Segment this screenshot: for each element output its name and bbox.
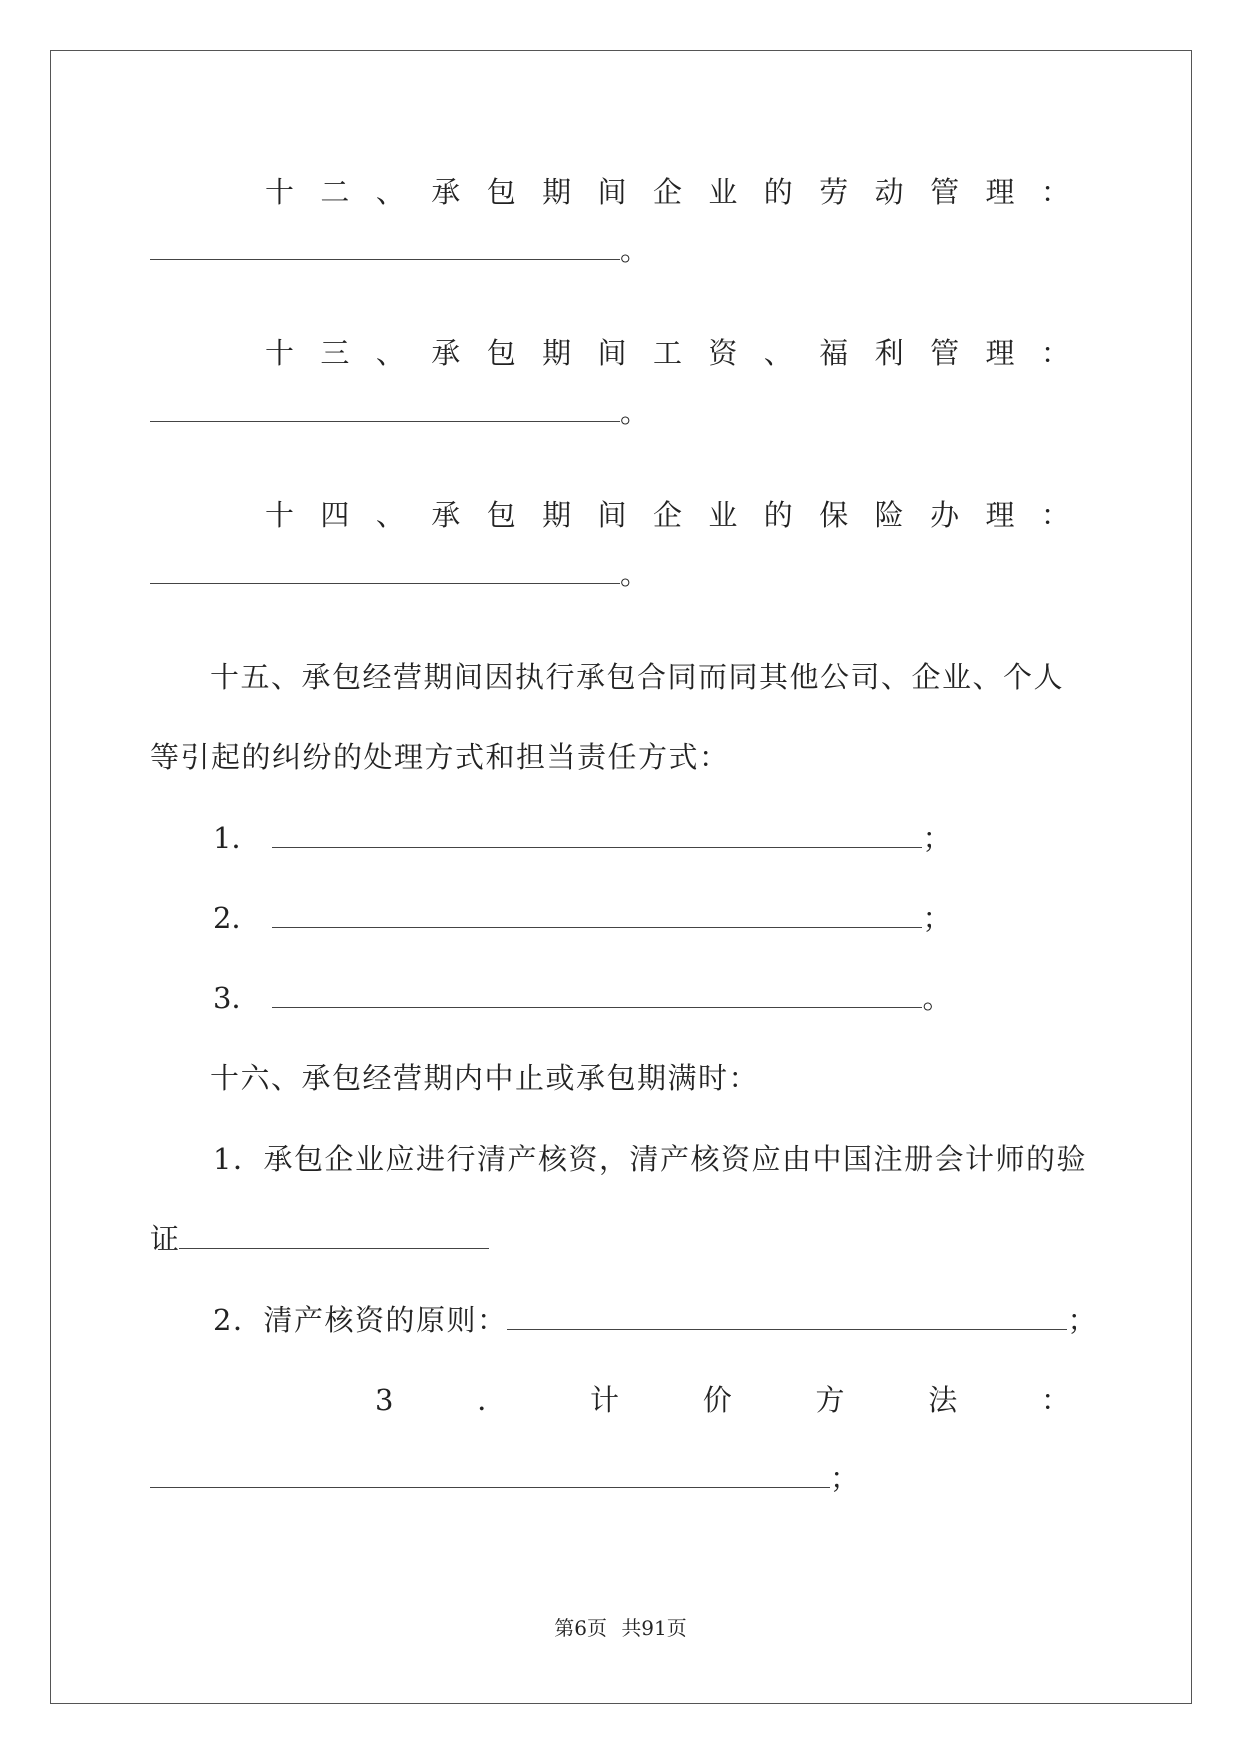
heading-char: 的 [763, 498, 793, 532]
heading-char: 的 [763, 175, 793, 209]
clause-15-item-3: 3． 。 [213, 981, 952, 1015]
heading-char: 方 [815, 1383, 845, 1417]
heading-char: 工 [652, 336, 682, 370]
clause-16-item-2: 2．清产核资的原则： ； [213, 1303, 1098, 1337]
heading-char: ： [1040, 498, 1070, 532]
clause-14-blank-line: 。 [150, 554, 1085, 594]
heading-char: 包 [486, 175, 516, 209]
heading-char: 期 [542, 336, 572, 370]
clause-14-heading [265, 495, 1070, 535]
heading-char: 四 [320, 498, 350, 532]
heading-char: 理 [985, 336, 1015, 370]
heading-char: 期 [542, 498, 572, 532]
fill-blank[interactable] [272, 819, 922, 848]
heading-char: 3 [375, 1383, 394, 1417]
heading-char: ： [1040, 1383, 1070, 1417]
heading-char: ： [1040, 336, 1070, 370]
fill-blank[interactable] [150, 393, 620, 422]
heading-char: 法 [928, 1383, 958, 1417]
clause-15-item-2: 2． ； [213, 901, 952, 935]
page-number: 第6页 [554, 1616, 607, 1640]
heading-char: 承 [431, 175, 461, 209]
heading-char: 企 [652, 175, 682, 209]
fill-blank[interactable] [150, 555, 620, 584]
heading-char: 、 [375, 498, 405, 532]
heading-char: ： [1040, 175, 1070, 209]
heading-char: 业 [708, 175, 738, 209]
heading-char: 、 [375, 175, 405, 209]
heading-char: 管 [930, 175, 960, 209]
clause-13-blank-line: 。 [150, 392, 1085, 432]
page-footer [0, 1612, 1241, 1641]
heading-char: 、 [375, 336, 405, 370]
heading-char: 办 [930, 498, 960, 532]
clause-15-item-1: 1． ； [213, 821, 952, 855]
heading-char: 间 [597, 498, 627, 532]
heading-char: 期 [542, 175, 572, 209]
fill-blank[interactable] [150, 231, 620, 260]
clause-15-line1: 十五、承包经营期间因执行承包合同而同其他公司、企业、个人 [210, 660, 1065, 694]
clause-16-item-3 [375, 1380, 1070, 1420]
fill-blank[interactable] [272, 979, 922, 1008]
heading-char: 包 [486, 498, 516, 532]
clause-13-heading [265, 333, 1070, 373]
heading-char: 三 [320, 336, 350, 370]
heading-char: 企 [652, 498, 682, 532]
heading-char: 业 [708, 498, 738, 532]
fill-blank[interactable] [507, 1301, 1067, 1330]
heading-char: 十 [265, 498, 295, 532]
heading-char: 险 [874, 498, 904, 532]
page-border [50, 50, 1192, 1704]
clause-16-item-1-cont: 证 [150, 1219, 1085, 1259]
heading-char: 包 [486, 336, 516, 370]
heading-char: 、 [763, 336, 793, 370]
heading-char: 十 [265, 336, 295, 370]
clause-12-blank-line: 。 [150, 230, 1085, 270]
heading-char: 管 [930, 336, 960, 370]
fill-blank[interactable] [179, 1220, 489, 1249]
clause-16-heading: 十六、承包经营期内中止或承包期满时： [210, 1061, 760, 1095]
heading-char: 间 [597, 175, 627, 209]
page-total: 共91页 [621, 1616, 687, 1640]
heading-char: 承 [431, 498, 461, 532]
heading-char: 十 [265, 175, 295, 209]
heading-char: 间 [597, 336, 627, 370]
heading-char: 理 [985, 175, 1015, 209]
heading-char: 利 [874, 336, 904, 370]
heading-char: 计 [589, 1383, 619, 1417]
heading-char: ． [477, 1383, 507, 1417]
heading-char: 二 [320, 175, 350, 209]
heading-char: 理 [985, 498, 1015, 532]
heading-char: 保 [819, 498, 849, 532]
clause-16-item-1: 1．承包企业应进行清产核资，清产核资应由中国注册会计师的验 [213, 1142, 1087, 1176]
heading-char: 劳 [819, 175, 849, 209]
heading-char: 动 [874, 175, 904, 209]
fill-blank[interactable] [272, 899, 922, 928]
fill-blank[interactable] [150, 1459, 830, 1488]
clause-16-item-3-blank-line: ； [150, 1458, 1085, 1498]
heading-char: 价 [702, 1383, 732, 1417]
clause-12-heading [265, 172, 1070, 212]
heading-char: 承 [431, 336, 461, 370]
clause-15-line2: 等引起的纠纷的处理方式和担当责任方式： [150, 740, 730, 774]
heading-char: 福 [819, 336, 849, 370]
heading-char: 资 [708, 336, 738, 370]
